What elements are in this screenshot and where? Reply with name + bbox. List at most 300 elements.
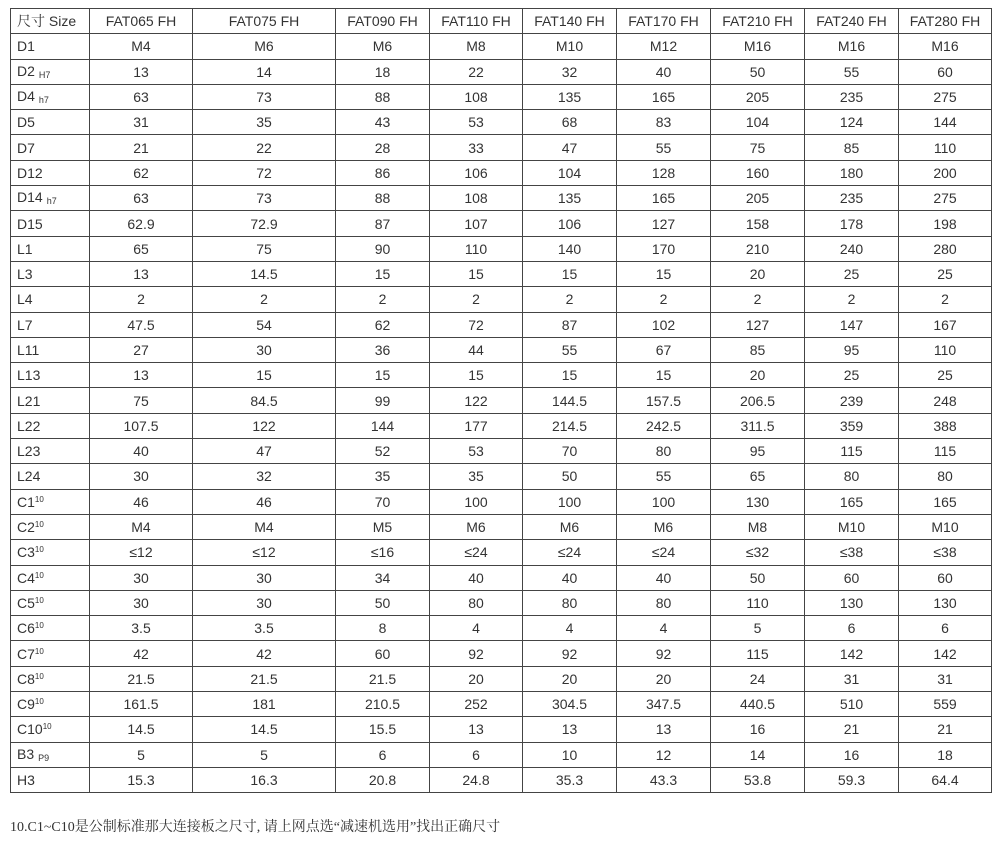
table-cell: 130 — [711, 489, 805, 514]
table-cell: 275 — [899, 84, 992, 109]
model-header: FAT110 FH — [430, 9, 523, 34]
table-cell: 107.5 — [90, 413, 193, 438]
table-cell: 35.3 — [523, 767, 617, 792]
table-cell: 122 — [430, 388, 523, 413]
row-label: D4 — [17, 88, 35, 105]
table-cell: 147 — [805, 312, 899, 337]
table-cell: 46 — [90, 489, 193, 514]
table-cell: M16 — [899, 34, 992, 59]
table-cell: 5 — [193, 742, 336, 767]
table-cell: 104 — [711, 110, 805, 135]
table-cell: 50 — [711, 565, 805, 590]
table-cell: 95 — [711, 439, 805, 464]
table-cell: 13 — [90, 59, 193, 84]
table-cell: 210.5 — [336, 692, 430, 717]
table-cell: 44 — [430, 337, 523, 362]
row-label: L1 — [17, 240, 33, 257]
model-header: FAT140 FH — [523, 9, 617, 34]
row-label-cell — [11, 767, 90, 792]
row-label-cell — [11, 160, 90, 185]
table-cell: 13 — [617, 717, 711, 742]
table-cell: 31 — [805, 666, 899, 691]
table-cell: M8 — [711, 514, 805, 539]
table-row — [11, 565, 992, 590]
row-label-cell — [11, 186, 90, 211]
table-cell: 144 — [899, 110, 992, 135]
table-cell: ≤24 — [617, 540, 711, 565]
table-cell: 40 — [617, 565, 711, 590]
table-cell: 43 — [336, 110, 430, 135]
table-cell: 32 — [523, 59, 617, 84]
table-cell: 110 — [899, 135, 992, 160]
table-cell: 158 — [711, 211, 805, 236]
table-cell: 16 — [711, 717, 805, 742]
row-label-cell — [11, 514, 90, 539]
table-cell: 14.5 — [193, 261, 336, 286]
row-label-cell — [11, 489, 90, 514]
row-label-cell — [11, 540, 90, 565]
table-cell: 559 — [899, 692, 992, 717]
row-label-cell — [11, 135, 90, 160]
table-cell: 177 — [430, 413, 523, 438]
table-cell: 15 — [430, 261, 523, 286]
table-row — [11, 489, 992, 514]
table-cell: 347.5 — [617, 692, 711, 717]
table-cell: 235 — [805, 186, 899, 211]
row-label-cell — [11, 59, 90, 84]
table-cell: 15 — [193, 363, 336, 388]
row-label-superscript: 10 — [34, 520, 44, 530]
row-label-cell — [11, 236, 90, 261]
table-cell: ≤12 — [90, 540, 193, 565]
row-label-cell — [11, 110, 90, 135]
table-cell: 4 — [617, 616, 711, 641]
row-label-cell — [11, 261, 90, 286]
table-cell: 130 — [899, 590, 992, 615]
row-label-cell — [11, 413, 90, 438]
table-cell: ≤38 — [899, 540, 992, 565]
row-label-superscript: 10 — [34, 697, 44, 707]
table-cell: 15.3 — [90, 767, 193, 792]
table-row — [11, 439, 992, 464]
table-cell: 50 — [523, 464, 617, 489]
table-cell: 50 — [336, 590, 430, 615]
row-label: D5 — [17, 114, 35, 131]
table-cell: 20 — [617, 666, 711, 691]
table-row — [11, 767, 992, 792]
table-cell: 127 — [711, 312, 805, 337]
table-cell: 21 — [90, 135, 193, 160]
table-cell: 108 — [430, 84, 523, 109]
table-cell: 28 — [336, 135, 430, 160]
table-cell: 40 — [430, 565, 523, 590]
table-cell: 106 — [430, 160, 523, 185]
table-cell: 24.8 — [430, 767, 523, 792]
table-cell: 165 — [617, 84, 711, 109]
table-cell: 13 — [430, 717, 523, 742]
table-cell: 165 — [899, 489, 992, 514]
row-label: L22 — [17, 417, 41, 434]
table-cell: 15 — [336, 363, 430, 388]
table-cell: 130 — [805, 590, 899, 615]
table-cell: 46 — [193, 489, 336, 514]
row-label: L7 — [17, 316, 33, 333]
row-label: D15 — [17, 215, 43, 232]
table-cell: 115 — [805, 439, 899, 464]
table-cell: 60 — [899, 59, 992, 84]
table-cell: ≤24 — [523, 540, 617, 565]
table-cell: 60 — [805, 565, 899, 590]
table-cell: 21.5 — [90, 666, 193, 691]
row-label-cell — [11, 464, 90, 489]
table-cell: M5 — [336, 514, 430, 539]
row-label-cell — [11, 742, 90, 767]
table-cell: 510 — [805, 692, 899, 717]
model-header: FAT075 FH — [193, 9, 336, 34]
table-cell: 85 — [711, 337, 805, 362]
table-cell: ≤38 — [805, 540, 899, 565]
table-cell: 240 — [805, 236, 899, 261]
table-cell: 47 — [193, 439, 336, 464]
table-row — [11, 514, 992, 539]
table-cell: 128 — [617, 160, 711, 185]
table-cell: 60 — [899, 565, 992, 590]
table-cell: 18 — [899, 742, 992, 767]
table-cell: 14 — [193, 59, 336, 84]
table-cell: 198 — [899, 211, 992, 236]
table-cell: 3.5 — [193, 616, 336, 641]
table-cell: 205 — [711, 84, 805, 109]
row-label-superscript: 10 — [34, 570, 44, 580]
table-cell: M6 — [336, 34, 430, 59]
table-cell: 95 — [805, 337, 899, 362]
table-cell: 440.5 — [711, 692, 805, 717]
table-cell: 64.4 — [899, 767, 992, 792]
row-label-cell — [11, 641, 90, 666]
table-row — [11, 135, 992, 160]
table-cell: 180 — [805, 160, 899, 185]
row-label-cell — [11, 84, 90, 109]
table-cell: 104 — [523, 160, 617, 185]
table-cell: 21.5 — [193, 666, 336, 691]
table-cell: ≤12 — [193, 540, 336, 565]
table-row — [11, 742, 992, 767]
row-label-superscript: 10 — [34, 494, 44, 504]
table-cell: 142 — [899, 641, 992, 666]
table-row — [11, 717, 992, 742]
table-cell: 90 — [336, 236, 430, 261]
table-cell: 178 — [805, 211, 899, 236]
table-cell: 63 — [90, 186, 193, 211]
table-cell: 12 — [617, 742, 711, 767]
table-row — [11, 464, 992, 489]
table-cell: 62 — [336, 312, 430, 337]
table-cell: 73 — [193, 84, 336, 109]
table-cell: 4 — [430, 616, 523, 641]
table-cell: 206.5 — [711, 388, 805, 413]
row-label: C6 — [17, 620, 35, 637]
table-cell: 5 — [90, 742, 193, 767]
table-cell: 124 — [805, 110, 899, 135]
row-label-cell — [11, 363, 90, 388]
row-label-cell — [11, 287, 90, 312]
row-label-cell — [11, 211, 90, 236]
table-cell: 59.3 — [805, 767, 899, 792]
table-cell: 30 — [90, 464, 193, 489]
table-cell: 214.5 — [523, 413, 617, 438]
row-label: C3 — [17, 544, 35, 561]
table-cell: M6 — [430, 514, 523, 539]
table-cell: 83 — [617, 110, 711, 135]
table-cell: 35 — [336, 464, 430, 489]
table-row — [11, 312, 992, 337]
table-cell: ≤16 — [336, 540, 430, 565]
table-cell: 115 — [711, 641, 805, 666]
table-cell: 54 — [193, 312, 336, 337]
table-row — [11, 211, 992, 236]
table-cell: 200 — [899, 160, 992, 185]
table-row — [11, 160, 992, 185]
table-cell: 65 — [711, 464, 805, 489]
table-cell: 40 — [617, 59, 711, 84]
table-cell: 122 — [193, 413, 336, 438]
table-cell: 165 — [617, 186, 711, 211]
table-cell: 72.9 — [193, 211, 336, 236]
table-cell: 15 — [523, 363, 617, 388]
table-cell: 75 — [193, 236, 336, 261]
table-cell: 2 — [617, 287, 711, 312]
table-cell: 42 — [90, 641, 193, 666]
table-cell: 84.5 — [193, 388, 336, 413]
table-cell: 8 — [336, 616, 430, 641]
table-cell: 100 — [617, 489, 711, 514]
table-cell: 53 — [430, 110, 523, 135]
row-label: L13 — [17, 367, 41, 384]
table-cell: 33 — [430, 135, 523, 160]
table-cell: 144.5 — [523, 388, 617, 413]
table-cell: M16 — [805, 34, 899, 59]
table-cell: 15 — [617, 363, 711, 388]
table-cell: 92 — [523, 641, 617, 666]
table-cell: M12 — [617, 34, 711, 59]
table-row — [11, 540, 992, 565]
table-cell: 165 — [805, 489, 899, 514]
table-cell: M16 — [711, 34, 805, 59]
table-cell: 2 — [805, 287, 899, 312]
table-cell: 80 — [617, 590, 711, 615]
row-label-tolerance: h7 — [46, 196, 57, 207]
row-label-cell — [11, 717, 90, 742]
table-cell: 16 — [805, 742, 899, 767]
table-cell: 4 — [523, 616, 617, 641]
table-cell: 6 — [899, 616, 992, 641]
table-cell: 55 — [523, 337, 617, 362]
table-cell: 72 — [430, 312, 523, 337]
table-cell: 87 — [523, 312, 617, 337]
table-row — [11, 34, 992, 59]
table-cell: 53 — [430, 439, 523, 464]
row-label: D2 — [17, 62, 35, 79]
table-cell: 110 — [711, 590, 805, 615]
row-label: B3 — [17, 745, 35, 762]
row-label: L11 — [17, 342, 40, 358]
table-cell: 14.5 — [90, 717, 193, 742]
table-cell: 47.5 — [90, 312, 193, 337]
row-label: C8 — [17, 670, 35, 687]
table-cell: 62.9 — [90, 211, 193, 236]
table-cell: 35 — [430, 464, 523, 489]
table-cell: ≤32 — [711, 540, 805, 565]
table-cell: 15 — [523, 261, 617, 286]
table-cell: 239 — [805, 388, 899, 413]
corner-header: 尺寸 Size — [11, 9, 90, 34]
table-cell: 108 — [430, 186, 523, 211]
table-cell: M10 — [523, 34, 617, 59]
row-label-superscript: 10 — [34, 671, 44, 681]
table-cell: 20 — [430, 666, 523, 691]
table-cell: 311.5 — [711, 413, 805, 438]
table-row — [11, 413, 992, 438]
table-cell: M6 — [193, 34, 336, 59]
table-cell: 21 — [899, 717, 992, 742]
table-cell: 304.5 — [523, 692, 617, 717]
model-header: FAT210 FH — [711, 9, 805, 34]
row-label-cell — [11, 616, 90, 641]
table-cell: 21.5 — [336, 666, 430, 691]
table-cell: 2 — [430, 287, 523, 312]
table-row — [11, 666, 992, 691]
table-row — [11, 692, 992, 717]
table-row — [11, 388, 992, 413]
table-cell: 6 — [336, 742, 430, 767]
table-cell: M4 — [90, 514, 193, 539]
table-cell: 14.5 — [193, 717, 336, 742]
table-cell: 388 — [899, 413, 992, 438]
table-cell: 75 — [90, 388, 193, 413]
table-row — [11, 110, 992, 135]
row-label-superscript: 10 — [34, 646, 44, 656]
table-cell: 102 — [617, 312, 711, 337]
table-cell: 2 — [899, 287, 992, 312]
table-cell: 13 — [90, 261, 193, 286]
row-label: C1 — [17, 493, 35, 510]
row-label: C9 — [17, 696, 35, 713]
table-cell: 157.5 — [617, 388, 711, 413]
table-cell: 6 — [430, 742, 523, 767]
table-cell: 21 — [805, 717, 899, 742]
table-cell: 35 — [193, 110, 336, 135]
table-cell: 34 — [336, 565, 430, 590]
table-cell: 14 — [711, 742, 805, 767]
table-cell: 106 — [523, 211, 617, 236]
row-label: C5 — [17, 594, 35, 611]
model-header: FAT280 FH — [899, 9, 992, 34]
row-label-cell — [11, 692, 90, 717]
table-cell: 2 — [193, 287, 336, 312]
row-label-cell — [11, 337, 90, 362]
table-cell: 22 — [430, 59, 523, 84]
table-cell: 75 — [711, 135, 805, 160]
table-cell: 160 — [711, 160, 805, 185]
table-cell: 55 — [617, 135, 711, 160]
table-cell: 110 — [899, 337, 992, 362]
dimension-table — [10, 8, 992, 793]
table-cell: 20 — [711, 363, 805, 388]
table-cell: 275 — [899, 186, 992, 211]
table-cell: 3.5 — [90, 616, 193, 641]
table-cell: 52 — [336, 439, 430, 464]
table-cell: 6 — [805, 616, 899, 641]
table-row — [11, 261, 992, 286]
table-cell: 92 — [617, 641, 711, 666]
row-label: D1 — [17, 38, 35, 55]
table-cell: 25 — [899, 261, 992, 286]
table-cell: 20 — [711, 261, 805, 286]
row-label-superscript: 10 — [34, 545, 44, 555]
row-label-cell — [11, 34, 90, 59]
table-row — [11, 84, 992, 109]
table-cell: 161.5 — [90, 692, 193, 717]
table-cell: 20.8 — [336, 767, 430, 792]
table-cell: 30 — [193, 590, 336, 615]
row-label-cell — [11, 439, 90, 464]
table-cell: 53.8 — [711, 767, 805, 792]
row-label-superscript: 10 — [34, 621, 44, 631]
table-cell: 47 — [523, 135, 617, 160]
table-cell: 10 — [523, 742, 617, 767]
row-label-cell — [11, 312, 90, 337]
table-cell: 167 — [899, 312, 992, 337]
table-cell: 15.5 — [336, 717, 430, 742]
table-cell: 25 — [899, 363, 992, 388]
table-cell: 252 — [430, 692, 523, 717]
row-label: C10 — [17, 721, 43, 738]
table-cell: 68 — [523, 110, 617, 135]
header-row — [11, 9, 992, 34]
table-cell: 62 — [90, 160, 193, 185]
table-cell: 181 — [193, 692, 336, 717]
row-label-cell — [11, 388, 90, 413]
table-cell: 32 — [193, 464, 336, 489]
row-label: D7 — [17, 139, 35, 156]
table-cell: 50 — [711, 59, 805, 84]
table-cell: 15 — [336, 261, 430, 286]
table-cell: 235 — [805, 84, 899, 109]
table-cell: 210 — [711, 236, 805, 261]
table-cell: 18 — [336, 59, 430, 84]
table-cell: 205 — [711, 186, 805, 211]
table-cell: 25 — [805, 261, 899, 286]
table-cell: 85 — [805, 135, 899, 160]
table-cell: 140 — [523, 236, 617, 261]
footnote: 10.C1~C10是公制标准那大连接板之尺寸, 请上网点选“减速机选用”找出正确尺寸 — [10, 820, 501, 835]
table-cell: 2 — [711, 287, 805, 312]
model-header: FAT240 FH — [805, 9, 899, 34]
table-cell: 80 — [523, 590, 617, 615]
row-label-superscript: 10 — [34, 595, 44, 605]
table-cell: 43.3 — [617, 767, 711, 792]
table-cell: 55 — [805, 59, 899, 84]
table-cell: M6 — [617, 514, 711, 539]
table-cell: 70 — [523, 439, 617, 464]
table-cell: 88 — [336, 186, 430, 211]
table-cell: 127 — [617, 211, 711, 236]
table-cell: 70 — [336, 489, 430, 514]
table-cell: M4 — [90, 34, 193, 59]
table-cell: 30 — [90, 590, 193, 615]
table-cell: 15 — [430, 363, 523, 388]
table-cell: 242.5 — [617, 413, 711, 438]
